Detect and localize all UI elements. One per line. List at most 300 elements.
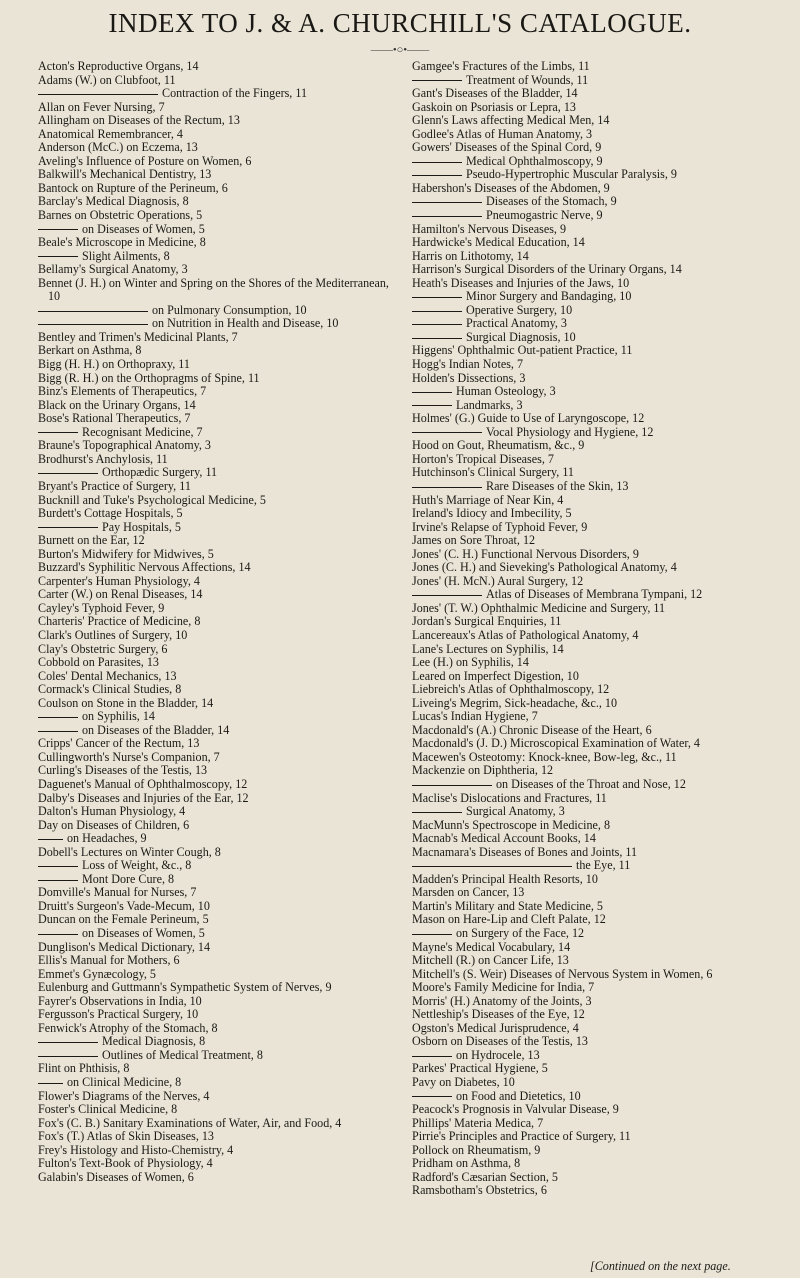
index-entry-text: Anderson (McC.) on Eczema, 13	[38, 140, 198, 155]
index-entry	[412, 832, 767, 846]
index-entry-text: Morris' (H.) Anatomy of the Joints, 3	[412, 993, 592, 1008]
index-entry-text: Bose's Rational Therapeutics, 7	[38, 411, 191, 426]
index-entry	[412, 873, 767, 887]
index-entry	[38, 1022, 393, 1036]
index-entry	[38, 453, 393, 467]
ditto-dash	[412, 1096, 452, 1097]
index-entry-text: on Nutrition in Health and Disease, 10	[152, 316, 339, 331]
index-entry	[38, 968, 393, 982]
index-entry-text: Bellamy's Surgical Anatomy, 3	[38, 262, 188, 277]
index-entry	[38, 778, 393, 792]
index-entry	[38, 74, 393, 88]
index-entry-text: Moore's Family Medicine for India, 7	[412, 980, 595, 995]
index-entry-text: Marsden on Cancer, 13	[412, 885, 525, 900]
index-entry	[38, 1035, 393, 1049]
index-entry-text: Mason on Hare-Lip and Cleft Palate, 12	[412, 912, 606, 927]
index-entry-text: Godlee's Atlas of Human Anatomy, 3	[412, 126, 593, 141]
index-entry	[38, 236, 393, 250]
index-entry-text: Dalby's Diseases and Injuries of the Ear, 12	[38, 790, 249, 805]
index-entry-text: Gaskoin on Psoriasis or Lepra, 13	[412, 99, 576, 114]
index-entry-text: Macnamara's Diseases of Bones and Joints, 11	[412, 844, 638, 859]
index-entry-text: Cormack's Clinical Studies, 8	[38, 682, 182, 697]
index-entry-text: Foster's Clinical Medicine, 8	[38, 1102, 178, 1117]
index-entry	[412, 1049, 767, 1063]
index-entry	[412, 1008, 767, 1022]
index-entry	[38, 683, 393, 697]
index-entry	[38, 832, 393, 846]
index-entry	[38, 277, 393, 304]
index-entry-text: Human Osteology, 3	[456, 384, 556, 399]
index-entry	[412, 737, 767, 751]
index-entry-text: Acton's Reproductive Organs, 14	[38, 59, 199, 73]
index-entry	[38, 643, 393, 657]
index-entry-text: Duncan on the Female Perineum, 5	[38, 912, 209, 927]
index-entry-text: Osborn on Diseases of the Testis, 13	[412, 1034, 588, 1049]
index-entry	[412, 778, 767, 792]
index-entry-text: Galabin's Diseases of Women, 6	[38, 1169, 194, 1184]
index-entry	[38, 1171, 393, 1185]
index-entry-text: Liveing's Megrim, Sick-headache, &c., 10	[412, 695, 618, 710]
index-entry	[412, 507, 767, 521]
index-entry-text: Mitchell's (S. Weir) Diseases of Nervous System in Women, 6	[412, 966, 713, 981]
index-entry	[412, 277, 767, 291]
index-entry	[38, 805, 393, 819]
index-entry-text: Phillips' Materia Medica, 7	[412, 1115, 544, 1130]
index-entry-text: Huth's Marriage of Near Kin, 4	[412, 492, 564, 507]
index-entry-text: Glenn's Laws affecting Medical Men, 14	[412, 113, 610, 128]
index-entry-text: Macnab's Medical Account Books, 14	[412, 831, 596, 846]
index-entry-text: Adams (W.) on Clubfoot, 11	[38, 72, 176, 87]
index-entry	[38, 263, 393, 277]
index-entry-text: Hutchinson's Clinical Surgery, 11	[412, 465, 574, 480]
index-entry	[412, 1035, 767, 1049]
index-entry	[412, 141, 767, 155]
index-entry	[412, 168, 767, 182]
index-entry	[412, 886, 767, 900]
ditto-dash	[38, 311, 148, 312]
ditto-dash	[412, 785, 492, 786]
ditto-dash	[38, 94, 158, 95]
index-entry-text: Burnett on the Ear, 12	[38, 533, 145, 548]
index-entry	[38, 155, 393, 169]
index-entry	[412, 87, 767, 101]
ditto-dash	[38, 866, 78, 867]
index-entry	[412, 494, 767, 508]
index-entry-text: on Diseases of Women, 5	[82, 221, 205, 236]
index-entry-text: Curling's Diseases of the Testis, 13	[38, 763, 208, 778]
index-entry	[412, 588, 767, 602]
index-entry	[412, 751, 767, 765]
index-entry-text: Black on the Urinary Organs, 14	[38, 397, 196, 412]
index-entry	[412, 344, 767, 358]
index-entry	[412, 995, 767, 1009]
index-entry	[412, 764, 767, 778]
index-entry	[38, 480, 393, 494]
index-entry	[38, 209, 393, 223]
index-entry-text: Parkes' Practical Hygiene, 5	[412, 1061, 548, 1076]
index-entry	[38, 385, 393, 399]
index-entry	[38, 724, 393, 738]
index-entry-text: Cripps' Cancer of the Rectum, 13	[38, 736, 200, 751]
ditto-dash	[412, 162, 462, 163]
index-entry-text: Burton's Midwifery for Midwives, 5	[38, 546, 214, 561]
index-entry-text: Medical Ophthalmoscopy, 9	[466, 153, 603, 168]
index-entry-text: Loss of Weight, &c., 8	[82, 858, 192, 873]
index-entry	[412, 250, 767, 264]
index-entry-text: Anatomical Remembrancer, 4	[38, 126, 183, 141]
index-entry-text: Burdett's Cottage Hospitals, 5	[38, 506, 183, 521]
index-entry	[38, 101, 393, 115]
index-entry-text: Hardwicke's Medical Education, 14	[412, 235, 585, 250]
index-entry	[38, 466, 393, 480]
index-entry-text: Bigg (R. H.) on the Orthopragms of Spine, 11	[38, 370, 260, 385]
index-entry-text: Druitt's Surgeon's Vade-Mecum, 10	[38, 898, 210, 913]
index-entry	[412, 331, 767, 345]
index-entry-text: Frey's Histology and Histo-Chemistry, 4	[38, 1142, 234, 1157]
index-entry-text: James on Sore Throat, 12	[412, 533, 536, 548]
index-entry	[412, 426, 767, 440]
index-entry-text: Hamilton's Nervous Diseases, 9	[412, 221, 567, 236]
index-entry-text: Brodhurst's Anchylosis, 11	[38, 451, 168, 466]
index-entry-text: Aveling's Influence of Posture on Women, 6	[38, 153, 252, 168]
index-entry-text: on Surgery of the Face, 12	[456, 926, 585, 940]
index-entry-text: Irvine's Relapse of Typhoid Fever, 9	[412, 519, 588, 534]
index-entry	[38, 846, 393, 860]
ditto-dash	[412, 1056, 452, 1057]
index-entry-text: Bigg (H. H.) on Orthopraxy, 11	[38, 357, 190, 372]
index-entry-text: Landmarks, 3	[456, 397, 523, 412]
index-entry-text: Barnes on Obstetric Operations, 5	[38, 208, 203, 223]
index-entry-text: Pneumogastric Nerve, 9	[486, 208, 603, 223]
index-entry	[412, 399, 767, 413]
index-entry-text: Braune's Topographical Anatomy, 3	[38, 438, 211, 453]
index-entry	[38, 764, 393, 778]
index-entry-text: Bennet (J. H.) on Winter and Spring on the Shores of the Mediterranean, 10	[38, 275, 389, 304]
index-entry	[38, 941, 393, 955]
index-entry-text: on Clinical Medicine, 8	[67, 1075, 182, 1090]
index-entry	[412, 223, 767, 237]
index-entry-text: Fenwick's Atrophy of the Stomach, 8	[38, 1020, 218, 1035]
index-entry-text: Horton's Tropical Diseases, 7	[412, 451, 554, 466]
index-entry-text: the Eye, 11	[576, 858, 631, 873]
index-entry	[412, 1090, 767, 1104]
index-entry-text: Berkart on Asthma, 8	[38, 343, 142, 358]
index-entry-text: Jones' (H. McN.) Aural Surgery, 12	[412, 573, 584, 588]
index-entry	[412, 466, 767, 480]
index-entry	[412, 304, 767, 318]
ditto-dash	[412, 311, 462, 312]
index-entry-text: on Hydrocele, 13	[456, 1047, 540, 1062]
index-entry	[38, 927, 393, 941]
index-entry	[38, 344, 393, 358]
index-entry	[412, 805, 767, 819]
index-entry	[38, 819, 393, 833]
index-entry-text: Bucknill and Tuke's Psychological Medicine, 5	[38, 492, 266, 507]
index-entry-text: Cullingworth's Nurse's Companion, 7	[38, 749, 220, 764]
index-entry	[412, 1117, 767, 1131]
ditto-dash	[38, 717, 78, 718]
index-entry-text: Lee (H.) on Syphilis, 14	[412, 655, 529, 670]
index-entry-text: Mont Dore Cure, 8	[82, 871, 175, 886]
index-entry-text: Charteris' Practice of Medicine, 8	[38, 614, 201, 629]
index-entry-text: Ireland's Idiocy and Imbecility, 5	[412, 506, 572, 521]
index-entry-text: Daguenet's Manual of Ophthalmoscopy, 12	[38, 776, 248, 791]
index-entry-text: Jones (C. H.) and Sieveking's Pathological Anatomy, 4	[412, 560, 677, 575]
ditto-dash	[38, 473, 98, 474]
index-entry	[412, 182, 767, 196]
ditto-dash	[412, 80, 462, 81]
index-entry-text: MacMunn's Spectroscope in Medicine, 8	[412, 817, 610, 832]
index-entry	[38, 304, 393, 318]
index-entry	[412, 1130, 767, 1144]
index-entry	[412, 385, 767, 399]
index-entry	[38, 900, 393, 914]
index-entry-text: Lane's Lectures on Syphilis, 14	[412, 641, 564, 656]
index-entry	[38, 195, 393, 209]
index-entry	[412, 114, 767, 128]
index-entry	[412, 439, 767, 453]
index-entry	[38, 114, 393, 128]
index-entry	[38, 494, 393, 508]
index-entry	[38, 913, 393, 927]
index-entry-text: Contraction of the Fingers, 11	[162, 86, 307, 101]
ditto-dash	[38, 839, 63, 840]
index-entry-text: Bantock on Rupture of the Perineum, 6	[38, 180, 228, 195]
index-entry	[412, 1022, 767, 1036]
index-entry-text: Domville's Manual for Nurses, 7	[38, 885, 197, 900]
ditto-dash	[38, 1056, 98, 1057]
index-entry-text: Jones' (T. W.) Ophthalmic Medicine and Surgery, 11	[412, 600, 666, 615]
index-entry	[412, 372, 767, 386]
index-entry-text: Leared on Imperfect Digestion, 10	[412, 668, 579, 683]
index-entry-text: Orthopædic Surgery, 11	[102, 465, 218, 480]
index-entry	[412, 968, 767, 982]
index-entry	[38, 128, 393, 142]
continued-note: [Continued on the next page.	[590, 1259, 731, 1273]
index-entry-text: on Diseases of the Throat and Nose, 12	[496, 776, 686, 791]
ditto-dash	[412, 297, 462, 298]
index-entry	[38, 60, 393, 74]
ditto-dash	[412, 432, 482, 433]
index-entry-text: Coles' Dental Mechanics, 13	[38, 668, 177, 683]
index-entry	[38, 250, 393, 264]
index-entry	[412, 981, 767, 995]
index-entry	[38, 399, 393, 413]
index-entry	[412, 521, 767, 535]
index-entry-text: Lucas's Indian Hygiene, 7	[412, 709, 538, 724]
index-entry-text: Hogg's Indian Notes, 7	[412, 357, 524, 372]
index-entry-text: Hood on Gout, Rheumatism, &c., 9	[412, 438, 585, 453]
index-entry-text: Peacock's Prognosis in Valvular Disease, 9	[412, 1102, 619, 1117]
index-entry-text: Barclay's Medical Diagnosis, 8	[38, 194, 189, 209]
index-entry-text: Habershon's Diseases of the Abdomen, 9	[412, 180, 610, 195]
index-entry-text: Recognisant Medicine, 7	[82, 424, 203, 439]
ditto-dash	[412, 324, 462, 325]
index-entry	[38, 521, 393, 535]
ditto-dash	[412, 866, 572, 867]
index-entry-text: Lancereaux's Atlas of Pathological Anatomy, 4	[412, 627, 639, 642]
index-entry-text: Pay Hospitals, 5	[102, 519, 181, 534]
index-entry-text: Fayrer's Observations in India, 10	[38, 993, 202, 1008]
index-entry-text: Mayne's Medical Vocabulary, 14	[412, 939, 571, 954]
index-entry	[412, 954, 767, 968]
index-entry	[38, 1130, 393, 1144]
ditto-dash	[412, 175, 462, 176]
index-entry	[412, 101, 767, 115]
ditto-dash	[412, 202, 482, 203]
ditto-dash	[412, 338, 462, 339]
index-entry	[412, 792, 767, 806]
index-entry	[38, 575, 393, 589]
index-entry	[38, 1144, 393, 1158]
index-entry	[412, 1076, 767, 1090]
index-entry-text: Jordan's Surgical Enquiries, 11	[412, 614, 562, 629]
ditto-dash	[412, 812, 462, 813]
index-entry-text: Allan on Fever Nursing, 7	[38, 99, 165, 114]
index-entry	[38, 588, 393, 602]
index-entry-text: Atlas of Diseases of Membrana Tympani, 12	[486, 587, 703, 602]
index-entry-text: Day on Diseases of Children, 6	[38, 817, 190, 832]
index-entry-text: on Food and Dietetics, 10	[456, 1088, 581, 1103]
index-entry	[38, 656, 393, 670]
index-entry	[38, 317, 393, 331]
index-entry-text: Minor Surgery and Bandaging, 10	[466, 289, 632, 304]
index-entry	[412, 1144, 767, 1158]
index-entry-text: Fergusson's Practical Surgery, 10	[38, 1007, 199, 1022]
index-entry-text: Practical Anatomy, 3	[466, 316, 567, 331]
index-entry-text: Buzzard's Syphilitic Nervous Affections, 14	[38, 560, 251, 575]
index-entry	[412, 60, 767, 74]
index-entry	[412, 1184, 767, 1198]
index-entry	[38, 710, 393, 724]
index-entry-text: Mitchell (R.) on Cancer Life, 13	[412, 953, 569, 968]
index-entry	[412, 927, 767, 941]
index-entry	[412, 697, 767, 711]
ditto-dash	[38, 527, 98, 528]
index-entry-text: Maclise's Dislocations and Fractures, 11	[412, 790, 607, 805]
index-entry-text: Surgical Anatomy, 3	[466, 804, 565, 819]
index-entry-text: on Diseases of the Bladder, 14	[82, 722, 230, 737]
index-entry	[412, 629, 767, 643]
index-entry-text: Carter (W.) on Renal Diseases, 14	[38, 587, 203, 602]
index-entry	[38, 792, 393, 806]
index-entry-text: Liebreich's Atlas of Ophthalmoscopy, 12	[412, 682, 610, 697]
index-entry	[38, 629, 393, 643]
index-entry-text: Fulton's Text-Book of Physiology, 4	[38, 1156, 213, 1171]
index-entry	[38, 859, 393, 873]
index-entry-text: Carpenter's Human Physiology, 4	[38, 573, 200, 588]
index-entry	[38, 561, 393, 575]
ditto-dash	[38, 934, 78, 935]
index-entry-text: Diseases of the Stomach, 9	[486, 194, 617, 209]
index-entry	[38, 1103, 393, 1117]
index-entry	[412, 548, 767, 562]
ditto-dash	[38, 880, 78, 881]
index-entry	[38, 331, 393, 345]
index-entry-text: Ellis's Manual for Mothers, 6	[38, 953, 180, 968]
index-entry	[412, 209, 767, 223]
index-entry	[412, 670, 767, 684]
index-entry-text: Cayley's Typhoid Fever, 9	[38, 600, 165, 615]
index-entry-text: Coulson on Stone in the Bladder, 14	[38, 695, 214, 710]
index-entry-text: Rare Diseases of the Skin, 13	[486, 478, 629, 493]
index-entry-text: Pirrie's Principles and Practice of Surgery, 11	[412, 1129, 631, 1144]
index-entry	[38, 954, 393, 968]
page-title: INDEX TO J. & A. CHURCHILL'S CATALOGUE.	[108, 8, 692, 38]
index-entry	[412, 1157, 767, 1171]
index-entry	[412, 575, 767, 589]
index-entry	[412, 615, 767, 629]
ditto-dash	[38, 256, 78, 257]
index-entry-text: Vocal Physiology and Hygiene, 12	[486, 424, 654, 439]
title-ornament: ——•○•——	[370, 44, 430, 56]
index-entry-text: Holden's Dissections, 3	[412, 370, 526, 385]
index-entry	[38, 602, 393, 616]
index-entry-text: Medical Diagnosis, 8	[102, 1034, 206, 1049]
index-entry	[38, 1076, 393, 1090]
index-entry-text: Macdonald's (A.) Chronic Disease of the Heart, 6	[412, 722, 652, 737]
index-entry-text: Beale's Microscope in Medicine, 8	[38, 235, 206, 250]
index-entry	[38, 751, 393, 765]
index-entry-text: Pavy on Diabetes, 10	[412, 1075, 515, 1090]
index-entry-text: Higgens' Ophthalmic Out-patient Practice, 11	[412, 343, 633, 358]
index-entry	[412, 941, 767, 955]
index-entry-text: Dalton's Human Physiology, 4	[38, 804, 186, 819]
ditto-dash	[38, 1042, 98, 1043]
index-entry-text: Pseudo-Hypertrophic Muscular Paralysis, 9	[466, 167, 677, 182]
ditto-dash	[412, 216, 482, 217]
index-entry	[38, 1008, 393, 1022]
index-entry-text: Gowers' Diseases of the Spinal Cord, 9	[412, 140, 602, 155]
index-entry-text: Bentley and Trimen's Medicinal Plants, 7	[38, 329, 238, 344]
index-entry	[38, 507, 393, 521]
index-entry	[412, 1171, 767, 1185]
ditto-dash	[412, 405, 452, 406]
index-column-right	[412, 60, 767, 1198]
index-entry	[38, 426, 393, 440]
index-entry	[412, 534, 767, 548]
ditto-dash	[38, 229, 78, 230]
index-entry-text: Dobell's Lectures on Winter Cough, 8	[38, 844, 221, 859]
index-entry-text: Heath's Diseases and Injuries of the Jaws, 10	[412, 275, 630, 290]
index-entry	[38, 223, 393, 237]
index-entry	[38, 1062, 393, 1076]
index-entry	[38, 412, 393, 426]
index-entry	[412, 358, 767, 372]
index-entry	[412, 819, 767, 833]
index-entry	[412, 74, 767, 88]
index-entry	[38, 737, 393, 751]
index-entry-text: Balkwill's Mechanical Dentistry, 13	[38, 167, 212, 182]
index-entry	[38, 548, 393, 562]
index-entry	[412, 913, 767, 927]
index-entry	[412, 561, 767, 575]
index-entry-text: Binz's Elements of Therapeutics, 7	[38, 384, 207, 399]
index-entry	[38, 182, 393, 196]
index-entry	[412, 195, 767, 209]
index-entry	[38, 534, 393, 548]
index-entry-text: Flint on Phthisis, 8	[38, 1061, 130, 1076]
index-entry	[412, 236, 767, 250]
index-entry-text: Cobbold on Parasites, 13	[38, 655, 159, 670]
index-entry-text: Pridham on Asthma, 8	[412, 1156, 521, 1171]
index-entry	[38, 1157, 393, 1171]
index-entry-text: on Syphilis, 14	[82, 709, 155, 724]
index-entry	[38, 168, 393, 182]
index-entry-text: Clark's Outlines of Surgery, 10	[38, 627, 188, 642]
index-entry-text: Macdonald's (J. D.) Microscopical Examination of Water, 4	[412, 736, 700, 751]
index-entry-text: Clay's Obstetric Surgery, 6	[38, 641, 168, 656]
